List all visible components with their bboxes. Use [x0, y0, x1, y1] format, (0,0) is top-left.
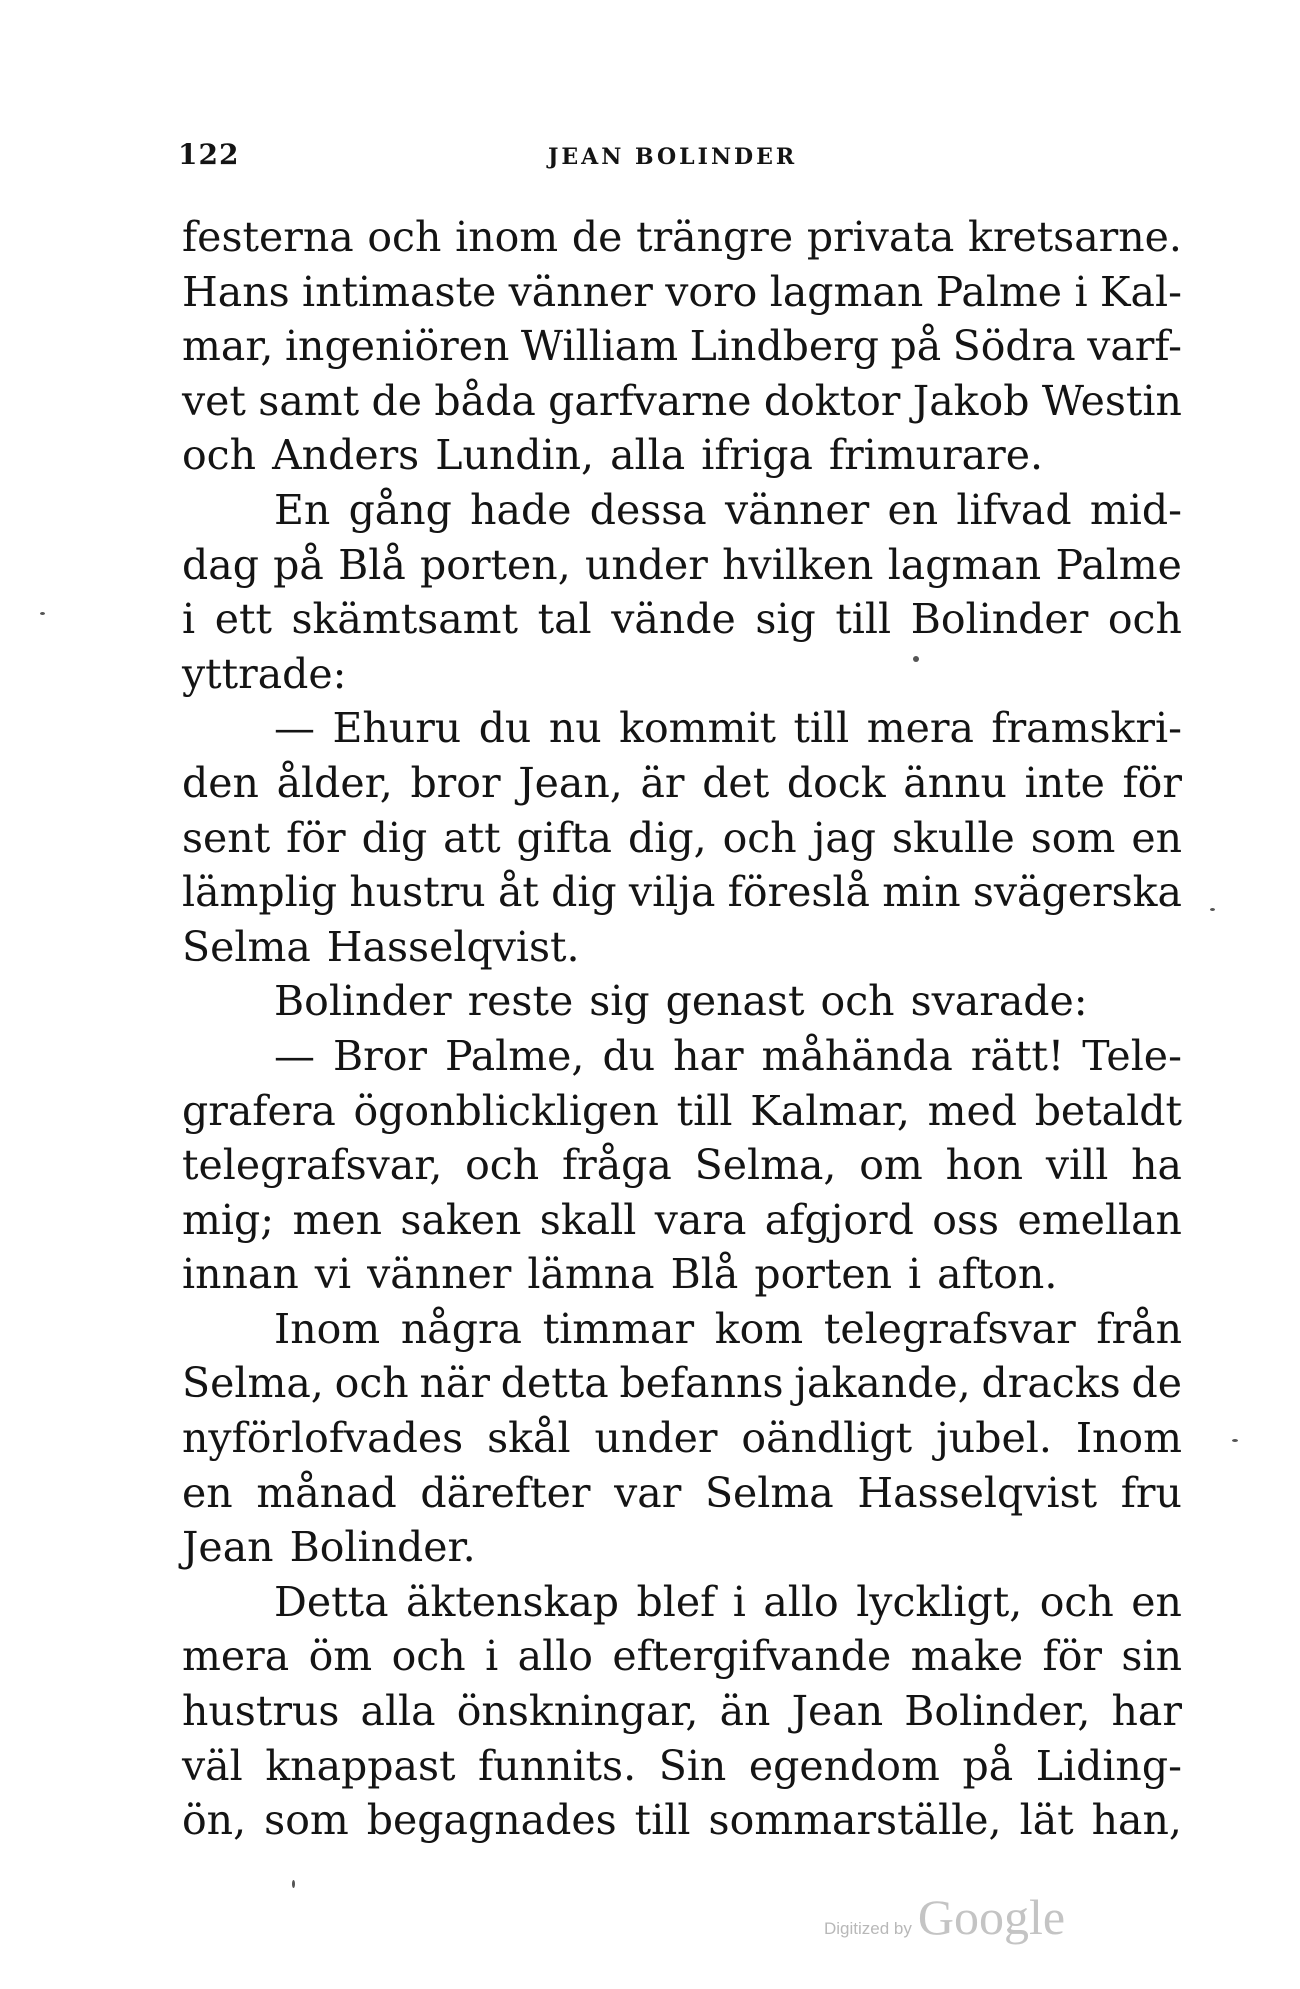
word: mera: [866, 704, 974, 753]
text-line: [182, 374, 1182, 429]
word: ögonblickligen: [353, 1086, 659, 1135]
text-line: [182, 1193, 1182, 1248]
text-line: [182, 1411, 1182, 1466]
word: Jean,: [518, 758, 623, 807]
word: föreslå: [727, 868, 870, 917]
word: de: [571, 213, 623, 261]
word: dessa: [589, 485, 707, 534]
word: Palme,: [444, 1031, 585, 1080]
word: vill: [1045, 1141, 1109, 1190]
word: knappast: [265, 1741, 456, 1790]
word: för: [1042, 1632, 1102, 1681]
word: han,: [1091, 1796, 1182, 1845]
text-line: [182, 920, 1182, 975]
word: intimaste: [302, 267, 497, 316]
word: eftergifvande: [612, 1632, 892, 1681]
word: månad: [256, 1468, 397, 1517]
word: skall: [539, 1195, 637, 1244]
word: till: [676, 1086, 733, 1135]
word: Blå: [338, 540, 406, 589]
word: och: [1039, 1577, 1114, 1626]
word: Jakob: [912, 376, 1030, 425]
word: alla: [360, 1687, 436, 1736]
word: och: [391, 1632, 466, 1681]
word: jag: [812, 813, 877, 862]
word: inte: [1024, 758, 1105, 807]
word: Sin: [658, 1741, 727, 1790]
text-line: [182, 756, 1182, 811]
scan-speck: [40, 612, 45, 615]
word: alla: [610, 431, 686, 480]
word: Lundin,: [435, 431, 595, 480]
text-line: [182, 1302, 1182, 1357]
word: Bolinder,: [904, 1687, 1091, 1736]
word: porten,: [420, 540, 571, 589]
text-line: [182, 1356, 1182, 1411]
word: har: [1111, 1687, 1182, 1736]
word: dig: [361, 813, 428, 862]
word: från: [1096, 1304, 1182, 1353]
word: Inom: [1075, 1414, 1182, 1463]
word: lämna: [527, 1250, 655, 1299]
word: en: [182, 1468, 233, 1517]
word: är: [640, 758, 685, 807]
word: nu: [548, 704, 602, 753]
word: Hasselqvist: [857, 1468, 1098, 1517]
word: Jean: [182, 1523, 274, 1572]
scan-speck: [1210, 908, 1215, 911]
word: Palme: [1055, 540, 1182, 589]
word: dock: [786, 758, 886, 807]
word: var: [614, 1468, 682, 1517]
text-line: [182, 319, 1182, 374]
word: en: [887, 485, 939, 534]
word: på: [962, 1741, 1014, 1790]
word: allo: [517, 1632, 593, 1681]
word: grafera: [182, 1086, 336, 1135]
word: kom: [714, 1304, 804, 1353]
word: Selma: [182, 922, 311, 971]
running-head: [178, 138, 1180, 178]
word: och: [722, 813, 797, 862]
word: vilja: [628, 868, 716, 917]
word: än: [719, 1687, 771, 1736]
word: sig: [755, 595, 816, 644]
word: —: [274, 704, 315, 753]
word: i: [485, 1632, 499, 1681]
text-line: [182, 538, 1182, 593]
word: några: [400, 1304, 522, 1353]
word: det: [702, 758, 770, 807]
word: make: [910, 1632, 1024, 1681]
word: äktenskap: [406, 1577, 620, 1626]
word: telegrafsvar: [823, 1304, 1076, 1353]
word: en: [1131, 813, 1182, 862]
word: dig: [551, 868, 617, 917]
word: lifvad: [956, 485, 1072, 534]
word: med: [927, 1086, 1017, 1135]
word: Kal-: [1099, 267, 1182, 316]
word: jubel.: [936, 1414, 1052, 1463]
word: ha: [1131, 1141, 1182, 1190]
word: i: [1074, 267, 1088, 316]
digitized-watermark: [824, 1888, 1065, 1948]
word: sig: [589, 977, 650, 1026]
word: vi: [314, 1250, 352, 1299]
word: den: [182, 758, 259, 807]
word: på: [890, 322, 942, 371]
word: bror: [410, 758, 501, 807]
word: till: [835, 595, 892, 644]
word: i: [182, 595, 196, 644]
word: Bolinder: [274, 977, 452, 1026]
watermark-prefix: Digitized by: [824, 1919, 912, 1938]
word: öm: [308, 1632, 373, 1681]
word: har: [673, 1031, 744, 1080]
word: du: [478, 704, 532, 753]
text-line: [182, 428, 1182, 483]
word: Södra: [952, 322, 1076, 371]
text-line: [182, 483, 1182, 538]
word: framskri-: [991, 704, 1182, 753]
word: mig;: [182, 1195, 275, 1244]
word: Bolinder.: [289, 1523, 476, 1572]
word: funnits.: [478, 1741, 637, 1790]
word: de: [1131, 1359, 1182, 1408]
word: frimurare.: [828, 431, 1044, 480]
scan-speck: [1232, 1439, 1238, 1442]
text-line: [182, 210, 1182, 265]
word: vänner: [724, 485, 870, 534]
word: lämplig: [182, 868, 338, 917]
word: Hasselqvist.: [326, 922, 580, 971]
word: och: [820, 977, 895, 1026]
word: ifriga: [701, 431, 813, 480]
word: därefter: [420, 1468, 591, 1517]
word: festerna: [182, 213, 354, 261]
word: för: [286, 813, 346, 862]
word: Jean: [791, 1687, 884, 1736]
word: telegrafsvar,: [182, 1141, 443, 1190]
word: Hans: [182, 267, 290, 316]
word: när: [419, 1359, 490, 1408]
word: Liding-: [1035, 1741, 1182, 1790]
word: Ehuru: [332, 704, 462, 753]
word: mar,: [182, 322, 274, 371]
word: Bror: [332, 1031, 427, 1080]
word: i: [908, 1250, 922, 1299]
word: fru: [1120, 1468, 1182, 1517]
word: yttrade:: [182, 649, 347, 698]
word: timmar: [542, 1304, 695, 1353]
word: sin: [1121, 1632, 1182, 1681]
word: under: [584, 540, 708, 589]
word: befanns: [619, 1359, 784, 1408]
word: som: [1030, 813, 1116, 862]
word: ett: [214, 595, 272, 644]
word: du: [602, 1031, 656, 1080]
text-line: [182, 265, 1182, 320]
text-line: [182, 1629, 1182, 1684]
word: blef: [636, 1577, 716, 1626]
text-line: [182, 1739, 1182, 1794]
word: sommarställe,: [708, 1796, 1002, 1845]
text-line: [182, 592, 1182, 647]
word: saken: [400, 1195, 522, 1244]
word: varf-: [1087, 322, 1182, 371]
word: egendom: [748, 1741, 940, 1790]
word: betaldt: [1034, 1086, 1182, 1135]
word: båda: [434, 376, 536, 425]
word: lät: [1019, 1796, 1074, 1845]
word: mid-: [1089, 485, 1182, 534]
body-text: [182, 210, 1182, 1848]
word: Blå: [670, 1250, 739, 1299]
word: svarade:: [910, 977, 1088, 1026]
text-line: [182, 1466, 1182, 1521]
word: Kalmar,: [750, 1086, 910, 1135]
word: afton.: [937, 1250, 1058, 1299]
word: på: [273, 540, 324, 589]
word: vänner: [508, 267, 653, 316]
word: Bolinder: [910, 595, 1089, 644]
word: detta: [500, 1359, 609, 1408]
word: under: [594, 1414, 718, 1463]
word: ännu: [903, 758, 1007, 807]
word: en: [1131, 1577, 1182, 1626]
word: hade: [470, 485, 572, 534]
word: afgjord: [764, 1195, 914, 1244]
word: som: [264, 1796, 349, 1845]
word: och: [1107, 595, 1182, 644]
word: fråga: [561, 1141, 672, 1190]
word: men: [292, 1195, 383, 1244]
word: Westin: [1041, 376, 1182, 425]
word: att: [443, 813, 501, 862]
word: kretsarne.: [968, 213, 1182, 261]
text-line: [182, 1684, 1182, 1739]
word: vänner: [367, 1250, 512, 1299]
word: till: [793, 704, 850, 753]
word: gifta: [516, 813, 612, 862]
word: hustru: [349, 868, 486, 917]
word: hvilken: [722, 540, 874, 589]
word: svägerska: [972, 868, 1182, 917]
word: Selma: [704, 1468, 834, 1517]
word: inom: [455, 213, 559, 261]
word: sent: [182, 813, 271, 862]
word: i: [732, 1577, 746, 1626]
text-line: [182, 974, 1182, 1029]
word: begagnades: [366, 1796, 617, 1845]
word: samt: [258, 376, 360, 425]
word: Palme: [935, 267, 1063, 316]
word: ålder,: [276, 758, 393, 807]
text-line: [182, 1084, 1182, 1139]
text-line: [182, 647, 1182, 702]
word: hustrus: [182, 1687, 340, 1736]
word: porten: [754, 1250, 893, 1299]
text-line: [182, 811, 1182, 866]
word: Tele-: [1082, 1031, 1182, 1080]
text-line: [182, 1029, 1182, 1084]
word: nyförlofvades: [182, 1414, 464, 1463]
word: om: [859, 1141, 923, 1190]
word: skulle: [891, 813, 1015, 862]
text-line: [182, 865, 1182, 920]
word: dracks: [981, 1359, 1121, 1408]
text-line: [182, 1138, 1182, 1193]
word: och: [465, 1141, 540, 1190]
word: voro: [665, 267, 758, 316]
page-number: 122: [178, 138, 240, 171]
google-logo: Google: [917, 1889, 1066, 1945]
word: mera: [182, 1632, 290, 1681]
word: Selma,: [182, 1359, 324, 1408]
word: dag: [182, 540, 259, 589]
word: skämtsamt: [291, 595, 519, 644]
scan-speck: [913, 656, 919, 662]
word: garfvarne: [548, 376, 752, 425]
word: lagman: [887, 540, 1042, 589]
running-title: JEAN BOLINDER: [548, 144, 798, 170]
word: doktor: [763, 376, 901, 425]
word: Inom: [274, 1304, 381, 1353]
word: innan: [182, 1250, 299, 1299]
text-line: [182, 1247, 1182, 1302]
word: lagman: [769, 267, 924, 316]
word: min: [882, 868, 961, 917]
word: Anders: [272, 431, 420, 480]
word: genast: [665, 977, 805, 1026]
word: lyckligt,: [856, 1577, 1023, 1626]
word: måhända: [761, 1031, 953, 1080]
word: kommit: [619, 704, 776, 753]
word: de: [371, 376, 423, 425]
word: skål: [487, 1414, 571, 1463]
word: rätt!: [970, 1031, 1065, 1080]
word: —: [274, 1031, 315, 1080]
text-line: [182, 1575, 1182, 1630]
word: till: [634, 1796, 691, 1845]
word: emellan: [1017, 1195, 1182, 1244]
word: Lindberg: [689, 322, 879, 371]
scan-speck: [292, 1880, 295, 1888]
word: tal: [537, 595, 592, 644]
text-line: [182, 1793, 1182, 1848]
word: gång: [348, 485, 452, 534]
word: önskningar,: [456, 1687, 699, 1736]
word: William: [520, 322, 679, 371]
word: ön,: [182, 1796, 247, 1845]
word: reste: [467, 977, 574, 1026]
word: för: [1122, 758, 1182, 807]
word: vände: [611, 595, 736, 644]
word: oändligt: [741, 1414, 913, 1463]
word: privata: [806, 213, 955, 261]
word: dig,: [627, 813, 707, 862]
word: ingeniören: [284, 322, 510, 371]
text-line: [182, 701, 1182, 756]
word: åt: [497, 868, 539, 917]
word: och: [334, 1359, 409, 1408]
word: En: [274, 485, 331, 534]
word: oss: [932, 1195, 1000, 1244]
word: väl: [182, 1741, 243, 1790]
word: allo: [763, 1577, 839, 1626]
text-line: [182, 1520, 1182, 1575]
word: hon: [945, 1141, 1024, 1190]
word: vara: [654, 1195, 747, 1244]
word: och: [367, 213, 442, 261]
word: trängre: [636, 213, 794, 261]
word: och: [182, 431, 257, 480]
word: jakande,: [794, 1359, 971, 1408]
word: Detta: [274, 1577, 389, 1626]
word: vet: [182, 376, 246, 425]
word: Selma,: [694, 1141, 837, 1190]
